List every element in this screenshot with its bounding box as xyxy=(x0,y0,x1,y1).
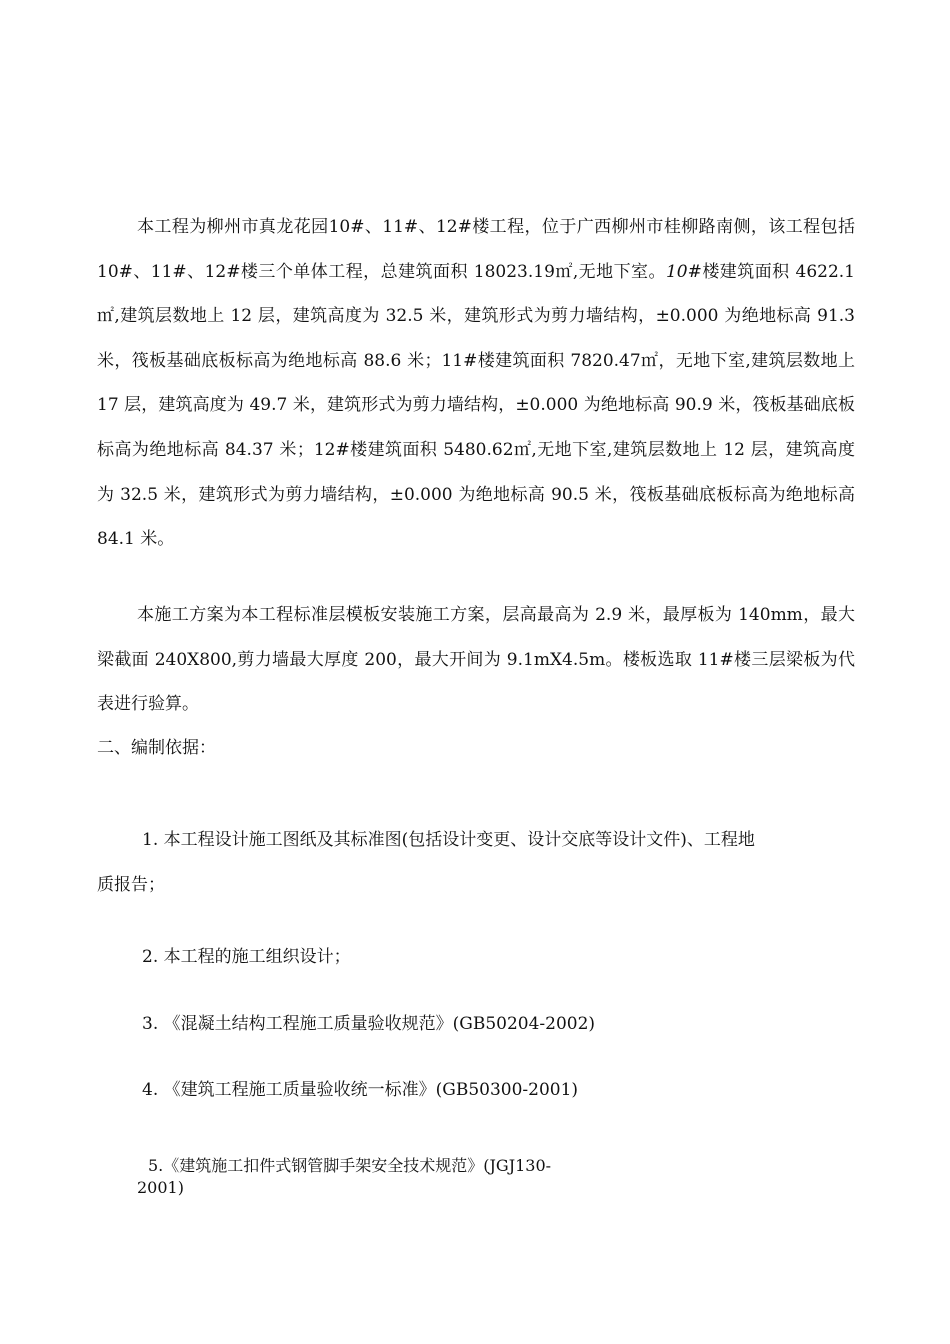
basis-item-5 xyxy=(137,1155,648,1199)
basis-item-4: 4. 《建筑工程施工质量验收统一标准》(GB50300-2001) xyxy=(142,1080,579,1100)
basis-item-5-line1: 5.《建筑施工扣件式钢管脚手架安全技术规范》(JGJ130- xyxy=(148,1156,552,1175)
basis-item-1 xyxy=(97,818,855,908)
project-overview-paragraph xyxy=(97,205,855,562)
basis-item-2: 2. 本工程的施工组织设计； xyxy=(142,947,351,967)
overview-italic-building-number: 10# xyxy=(665,261,702,282)
overview-text-part1: 本工程为柳州市真龙花园10#、11#、12#楼工程，位于广西柳州市桂柳路南侧，该工程包括 10#、11#、12#楼三个单体工程，总建筑面积 18023.19㎡,无地下室。 xyxy=(97,217,855,282)
scheme-description-paragraph: 本施工方案为本工程标准层模板安装施工方案，层高最高为 2.9 米，最厚板为 140mm，最大梁截面 240X800,剪力墙最大厚度 200，最大开间为 9.1mX4.5m。楼板选取 11#楼三层梁板为代表进行验算。 xyxy=(97,605,855,715)
basis-item-1-line1: 1. 本工程设计施工图纸及其标准图(包括设计变更、设计交底等设计文件)、工程地 xyxy=(142,830,755,850)
section-heading-basis: 二、编制依据： xyxy=(97,738,216,758)
basis-item-5-line2: 2001) xyxy=(137,1178,184,1197)
basis-item-3: 3. 《混凝土结构工程施工质量验收规范》(GB50204-2002) xyxy=(142,1014,596,1034)
overview-text-part3: 楼建筑面积 4622.1㎡,建筑层数地上 12 层，建筑高度为 32.5 米，建筑形式为剪力墙结构，±0.000 为绝地标高 91.3 米，筏板基础底板标高为绝地标高 88.6 米；11#楼建筑面积 7820.47㎡，无地下室,建筑层数地上 17 层，建筑高度为 49.7 米，建筑形式为剪力墙结构，±0.000 为绝地标高 90.9 米，筏板基础底板标高为绝地标高 84.37 米；12#楼建筑面积 5480.62㎡,无地下室,建筑层数地上 12 层，建筑高度为 32.5 米，建筑形式为剪力墙结构，±0.000 为绝地标高 90.5 米，筏板基础底板标高为绝地标高 84.1 米。 xyxy=(97,261,855,550)
basis-item-1-line2: 质报告； xyxy=(97,875,165,895)
